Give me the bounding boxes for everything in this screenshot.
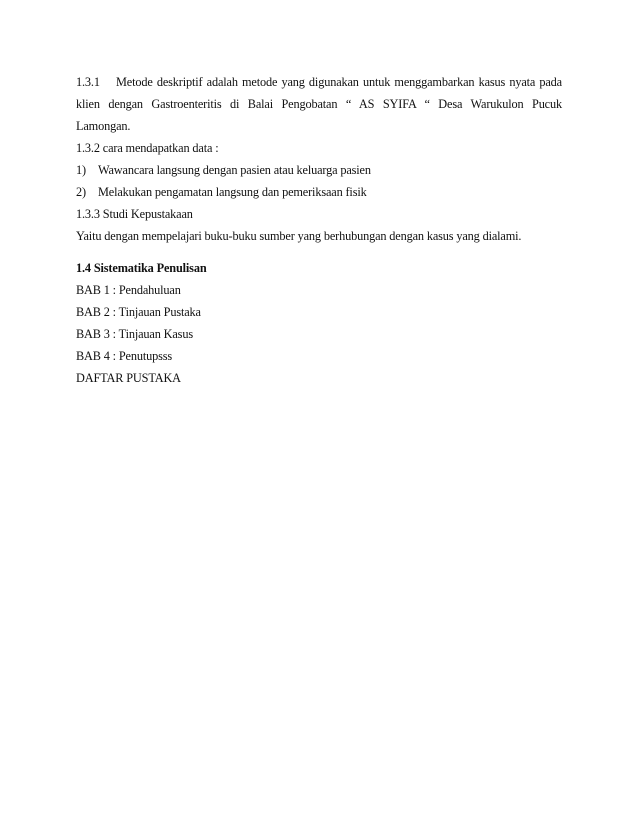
paragraph-1-3-1-text-2: klien dengan Gastroenteritis di Balai Pengobatan “ AS SYIFA “ Desa Warukulon Pucuk [76, 97, 562, 111]
chapter-list-item: BAB 3 : Tinjauan Kasus [76, 327, 193, 341]
chapter-list-item: BAB 4 : Penutupsss [76, 349, 173, 363]
chapter-list-item: BAB 2 : Tinjauan Pustaka [76, 305, 201, 319]
chapter-list-item: DAFTAR PUSTAKA [76, 371, 181, 385]
list-item-number: 1) [76, 163, 86, 177]
section-number-1-3-1: 1.3.1 [76, 75, 100, 89]
paragraph-1-3-1-text-1: Metode deskriptif adalah metode yang digunakan untuk menggambarkan kasus nyata pada [116, 75, 562, 89]
paragraph-1-3-1-text-3: Lamongan. [76, 119, 131, 133]
paragraph-1-3-1-line-2 [76, 96, 562, 118]
section-spacer [76, 250, 562, 260]
document-body [76, 74, 562, 392]
list-item-text: Wawancara langsung dengan pasien atau keluarga pasien [98, 163, 371, 177]
paragraph-1-3-1-line-3 [76, 118, 562, 140]
section-1-3-3-text: Yaitu dengan mempelajari buku-buku sumber yang berhubungan dengan kasus yang dialami. [76, 229, 522, 243]
list-item [76, 184, 562, 206]
section-1-3-2-heading: 1.3.2 cara mendapatkan data : [76, 141, 219, 155]
paragraph-1-3-1-line-1 [76, 74, 562, 96]
list-item-text: Melakukan pengamatan langsung dan pemeriksaan fisik [98, 185, 367, 199]
list-item-number: 2) [76, 185, 86, 199]
section-1-4-heading: 1.4 Sistematika Penulisan [76, 261, 207, 275]
chapter-list-item: BAB 1 : Pendahuluan [76, 283, 181, 297]
list-item [76, 162, 562, 184]
section-1-3-3-heading: 1.3.3 Studi Kepustakaan [76, 207, 193, 221]
